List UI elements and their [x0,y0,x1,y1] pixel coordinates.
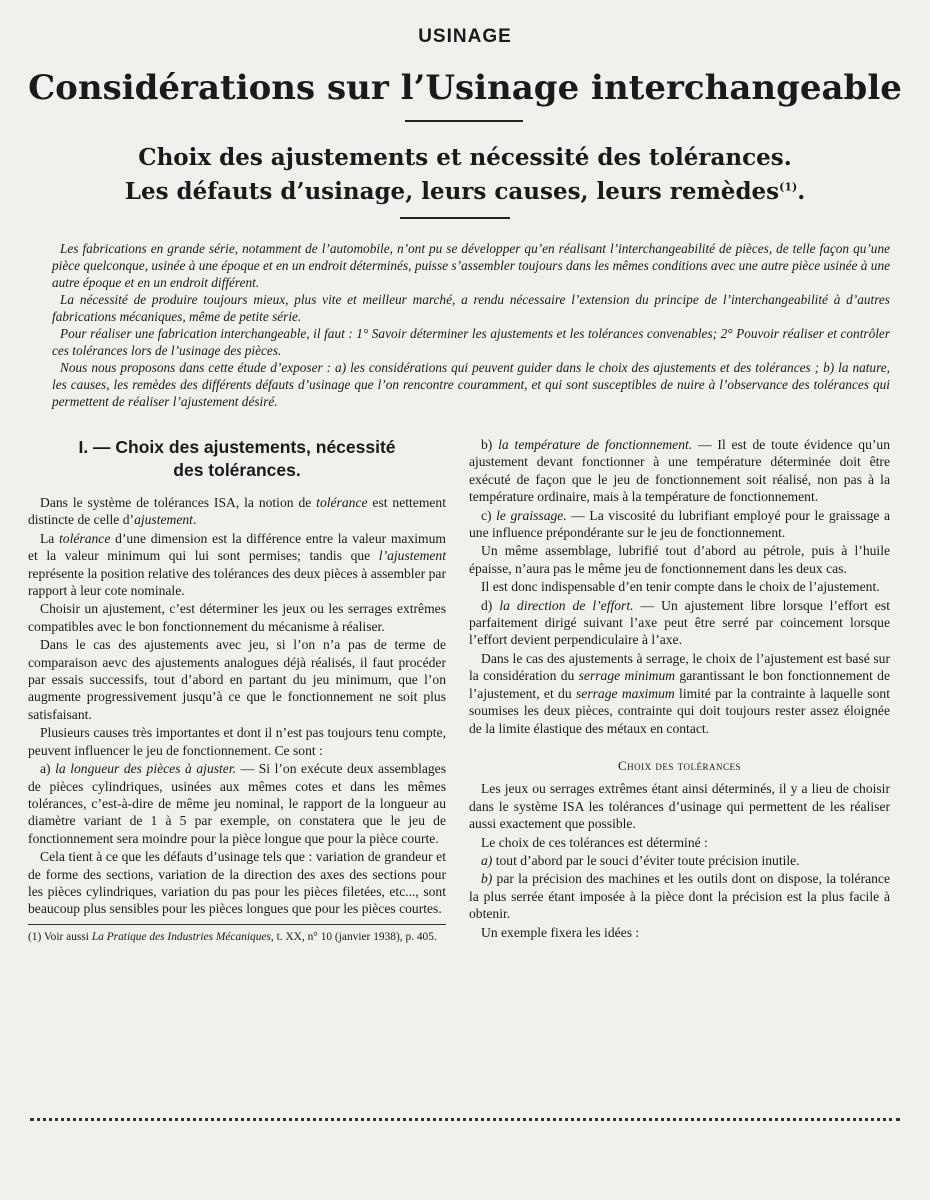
body-paragraph: d) la direction de l’effort. — Un ajustement libre lorsque l’effort est parfaitement dirigé suivant l’axe peut être serré par coincement lorsque l’effort devient perpendiculaire à l’axe. [469,597,890,648]
intro-paragraph: Nous nous proposons dans cette étude d’exposer : a) les considérations qui peuvent guider dans le choix des ajustements et des tolérances ; b) la nature, les causes, les remèdes des différents défauts d’usinage que l’on rencontre couramment, et qui sont susceptibles de nuire à l’observance des tolérances qui permettent de réaliser l’ajustement désiré. [52,360,890,409]
body-paragraph: Cela tient à ce que les défauts d’usinage tels que : variation de grandeur et de forme des sections, variation de la direction des axes des sections pour les pièces cylindriques, variation du pas pour les pièces filetées, etc..., sont beaucoup plus sensibles pour les pièces longues que pour les pièces courtes. [28,849,446,917]
body-paragraph: Dans le cas des ajustements avec jeu, si l’on n’a pas de terme de comparaison aevc des ajustements analogues déjà réalisés, il faut procéder par essais successifs, tout d’abord en partant du jeu minimum, que l’on augmente progressivement jusqu’à ce que le fonctionnement ne soit plus satisfaisant. [28,637,446,722]
subtitle-rule [400,217,510,219]
body-paragraph: b) la température de fonctionnement. — Il est de toute évidence qu’un ajustement devant fonctionner à une température déterminée doit être exécuté de façon que le jeu de fonctionnement soit réalisé, non pas à la température ordinaire, mais à la température de fonctionnement. [469,437,890,505]
body-paragraph: Dans le cas des ajustements à serrage, le choix de l’ajustement est basé sur la considération du serrage minimum garantissant le bon fonctionnement de l’ajustement, et du serrage maximum limité par la contrainte à laquelle sont soumises les deux pièces, contrainte qui doit toujours rester assez éloignée de la limite élastique des métaux en contact. [469,650,891,736]
body-paragraph: Il est donc indispensable d’en tenir compte dans le choix de l’ajustement. [481,579,880,595]
body-paragraph: Dans le système de tolérances ISA, la notion de tolérance est nettement distincte de celle d’ajustement. [28,495,446,528]
body-paragraph: Un même assemblage, lubrifié tout d’abord au pétrole, puis à l’huile épaisse, n’aura pas le même jeu de fonctionnement dans les deux cas. [469,543,890,576]
section-label: USINAGE [418,26,512,47]
subtitle-line-2: Les défauts d’usinage, leurs causes, leurs remèdes$^{(1)}$. [124,178,806,205]
body-paragraph: b) par la précision des machines et les outils dont on dispose, la tolérance la plus serrée étant imposée à la pièce dont la précision est la plus facile à obtenir. [469,871,890,922]
body-paragraph: a) tout d’abord par le souci d’éviter toute précision inutile. [481,852,800,868]
body-paragraph: Le choix de ces tolérances est déterminé : [481,834,708,850]
body-paragraph: Un exemple fixera les idées : [481,924,640,940]
right-column [469,436,890,942]
body-paragraph: a) la longueur des pièces à ajuster. — Si l’on exécute deux assemblages de pièces cylindriques, usinées aux mêmes cotes et dans les mêmes tolérances, c’est-à-dire de même jeu nominal, le rapport de la longueur au diamètre variant de 1 à 5 par exemple, on constatera que le jeu de fonctionnement sera moindre pour la pièce longue que pour la pièce courte. [28,761,446,846]
intro-paragraph: Les fabrications en grande série, notamment de l’automobile, n’ont pu se développer qu’en réalisant l’interchangeabilité de pièces, de telle façon qu’une pièce quelconque, usinée à une époque et en un endroit déterminés, puisse s’assembler toujours dans les mêmes conditions avec une autre pièce usinée à une autre époque et en un endroit différent. [52,241,890,290]
intro-paragraph: Pour réaliser une fabrication interchangeable, il faut : 1° Savoir déterminer les ajustements et les tolérances convenables; 2° Pouvoir réaliser et contrôler ces tolérances lors de l’usinage des pièces. [52,326,890,358]
footnote-marker: (1) [779,180,798,194]
main-title: Considérations sur l’Usinage interchangeable [28,68,902,108]
section-heading: I. — Choix des ajustements, nécessité des tolérances. [78,437,396,480]
subsection-heading: Choix des tolérances [617,757,741,773]
body-paragraph: La tolérance d’une dimension est la différence entre la valeur maximum et la valeur minimum qui lui sont permises; tandis que l’ajustement représente la position relative des tolérances des deux pièces à assembler par rapport à leur cote nominale. [28,530,446,599]
bottom-dotted-rule [30,1118,900,1121]
body-paragraph: c) le graissage. — La viscosité du lubrifiant employé pour le graissage a une influence prépondérante sur le jeu de fonctionnement. [469,507,890,541]
left-column [28,436,446,945]
footnote-rule [28,924,446,925]
body-paragraph: Les jeux ou serrages extrêmes étant ainsi déterminés, il y a lieu de choisir dans le système ISA les tolérances d’usinage qui permettent de les réaliser aussi exactement que possible. [469,781,890,832]
body-paragraph: Plusieurs causes très importantes et dont il n’est pas toujours tenu compte, peuvent influencer le jeu de fonctionnement. Ce sont : [28,725,446,758]
title-rule [405,120,523,122]
body-paragraph: Choisir un ajustement, c’est déterminer les jeux ou les serrages extrêmes compatibles avec le bon fonctionnement du mécanisme à réaliser. [28,601,446,634]
intro-paragraph: La nécessité de produire toujours mieux, plus vite et meilleur marché, a rendu nécessaire l’extension du principe de l’interchangeabilité à d’autres fabrications mécaniques, même de petite série. [52,292,890,324]
subtitle-line-1: Choix des ajustements et nécessité des tolérances. [138,144,792,171]
intro-block [52,240,890,410]
footnote: (1) Voir aussi La Pratique des Industries Mécaniques, t. XX, n° 10 (janvier 1938), p. 405. [28,930,437,943]
